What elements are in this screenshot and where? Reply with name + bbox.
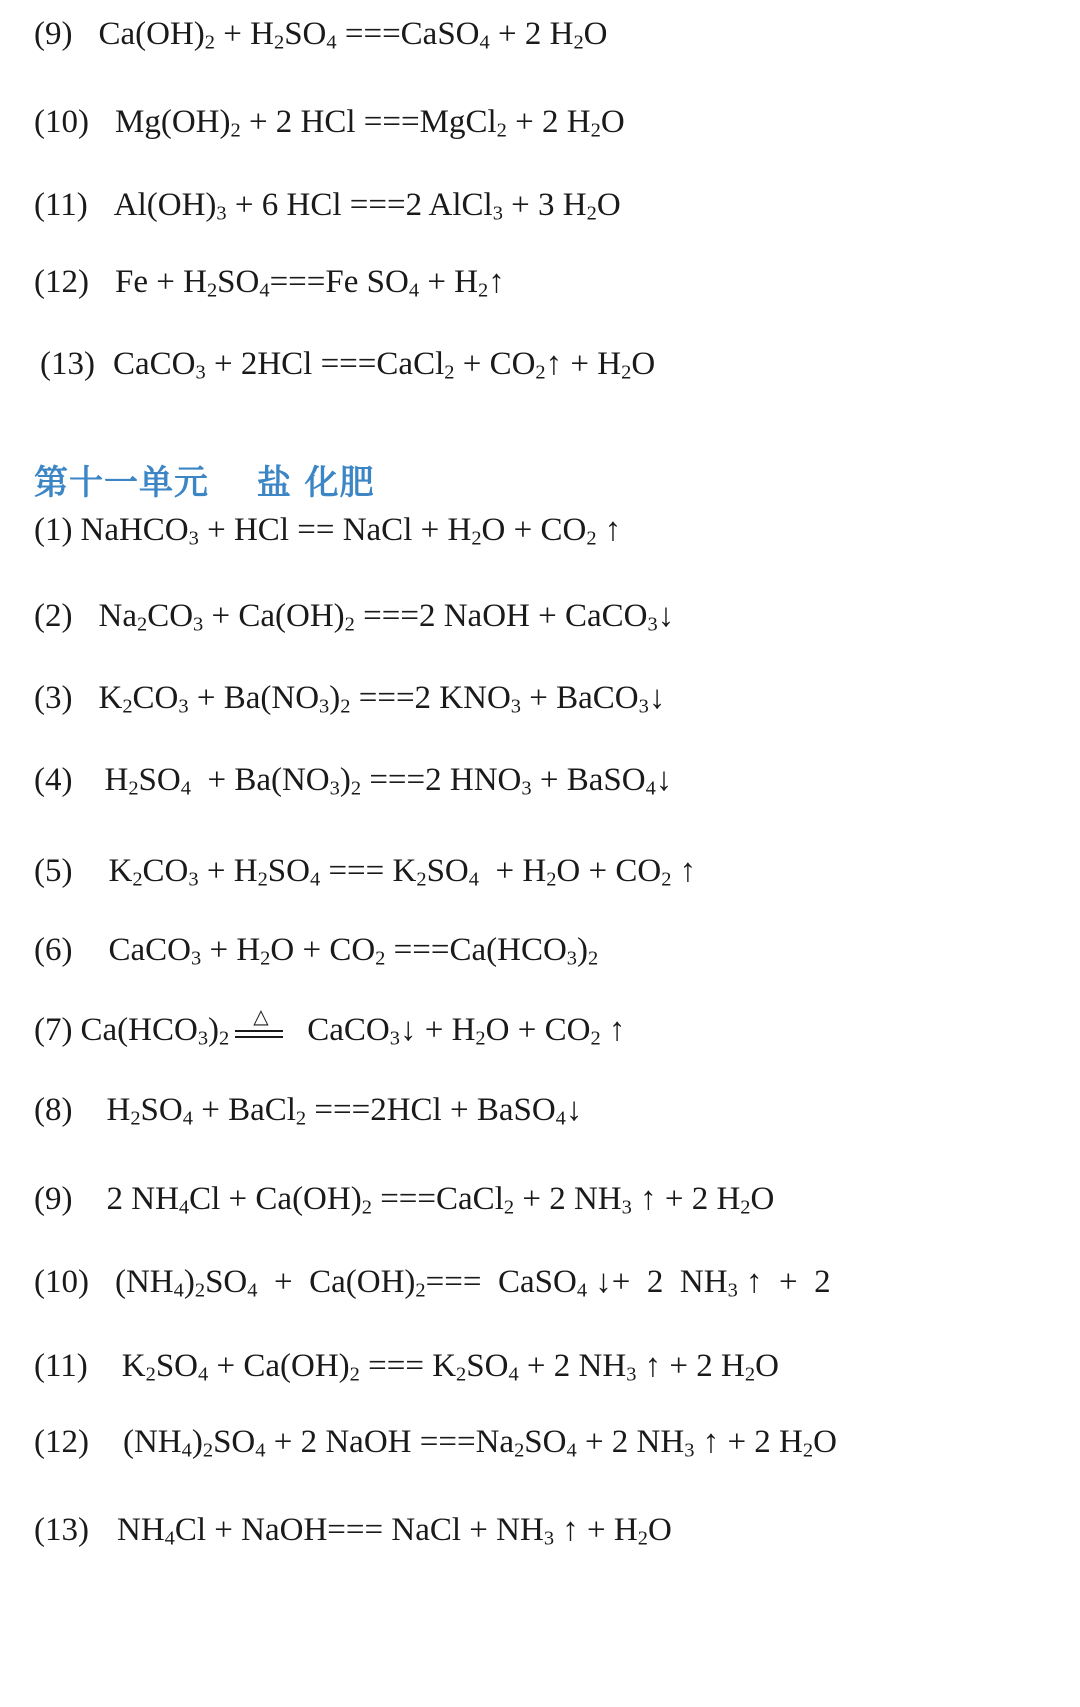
equation-number: (3) [34, 680, 73, 716]
equation-row [34, 1004, 626, 1050]
equation-text: $Ca(OH)_2 + H_2SO_4$ ===CaSO$_4$ + 2 $H_2O$ [98, 16, 608, 54]
equation-text: CaCO$_3$ + 2HCl ===CaCl$_2$ + $CO_2↑ + H_2O$ [112, 346, 656, 384]
section-heading: 第十一单元 盐 化肥 [34, 463, 375, 503]
equation-row [34, 1092, 583, 1130]
equation-number: (7) [34, 1012, 73, 1048]
equation-row [34, 104, 625, 142]
equation-text: $Fe + H_2SO_4===Fe$ $SO_4$ + $H_2↑$ [114, 264, 505, 302]
equation-text: $Mg(OH)_2 + 2$ HCl ===MgCl$_2$ + 2 $H_2O$ [114, 104, 625, 142]
equation-row [34, 598, 675, 636]
equation-number: (9) [34, 1181, 73, 1217]
equation-number: (4) [34, 762, 73, 798]
equation-row [34, 932, 599, 970]
equation-text: $K_2CO_3 + H_2SO_4$ === $K_2SO_4 + H_2O + CO_2$ ↑ [108, 853, 697, 891]
equation-row [34, 187, 621, 225]
equation-row [34, 680, 666, 718]
equation-row [34, 1512, 672, 1550]
heat-condition-icon: △ [233, 1012, 285, 1042]
equation-row [34, 1348, 779, 1386]
equation-text: $Al(OH)_3 + 6$ HCl ===2 AlCl$_3$ + 3 $H_2O$ [113, 187, 621, 225]
equation-number: (9) [34, 16, 73, 52]
equation-text: $H_2SO_4$ + BaCl$_2$ ===2HCl + BaSO$_4$↓ [106, 1092, 583, 1130]
equation-row [34, 853, 697, 891]
equation-number: (11) [34, 1348, 88, 1384]
equation-row [34, 264, 505, 302]
equation-row [34, 1264, 831, 1302]
equation-row [34, 1181, 775, 1219]
equation-row [34, 762, 673, 800]
equation-number: (1) [34, 512, 73, 548]
equation-number: (6) [34, 932, 73, 968]
equation-number: (2) [34, 598, 73, 634]
equation-number: (11) [34, 187, 88, 223]
equation-text: $(NH_4)_2SO_4 + 2$ NaOH $===Na_2SO_4 + 2$ $NH_3$ ↑ + 2 $H_2O$ [122, 1424, 837, 1462]
equation-number: (10) [34, 1264, 89, 1300]
equation-row [40, 346, 656, 384]
equation-text: $Ca(HCO_3)_2$ △ CaCO$_3$↓ + $H_2O + CO_2$ ↑ [80, 1004, 626, 1050]
equation-text: $Na_2CO_3 + Ca(OH)_2 ===2$ NaOH + CaCO$_3$↓ [98, 598, 675, 636]
equation-row [34, 16, 608, 54]
equation-number: (5) [34, 853, 73, 889]
equation-row [34, 512, 622, 550]
equation-text: $K_2SO_4 + Ca(OH)_2$ === $K_2SO_4 + 2$ $NH_3$ ↑ + 2 $H_2O$ [121, 1348, 779, 1386]
equation-number: (10) [34, 104, 89, 140]
equation-text: $K_2CO_3 + Ba(NO_3)_2 ===2$ $KNO_3$ + BaCO$_3$↓ [98, 680, 666, 718]
equation-number: (12) [34, 264, 89, 300]
equation-text: $NH_4Cl$ + NaOH=== NaCl + $NH_3$ ↑ + $H_2O$ [116, 1512, 672, 1550]
equation-text: 2 $NH_4Cl + Ca(OH)_2$ ===CaCl$_2$ + 2 $NH_3$ ↑ + 2 $H_2O$ [106, 1181, 775, 1219]
equation-number: (13) [40, 346, 95, 382]
equation-text: NaHCO$_3$ + HCl == NaCl + $H_2O + CO_2$ ↑ [80, 512, 622, 550]
equation-number: (13) [34, 1512, 89, 1548]
equation-row [34, 1424, 837, 1462]
equation-text: CaCO$_3$ + $H_2O + CO_2 ===Ca(HCO_3)_2$ [108, 932, 599, 970]
equation-text: $(NH_4)_2SO_4 + Ca(OH)_2===$ CaSO$_4$ ↓+ 2 $NH_3$ ↑ + 2 [114, 1264, 831, 1302]
equation-text: $H_2SO_4 + Ba(NO_3)_2 ===2$ $HNO_3$ + BaSO$_4$↓ [104, 762, 673, 800]
equation-number: (8) [34, 1092, 73, 1128]
equation-number: (12) [34, 1424, 89, 1460]
